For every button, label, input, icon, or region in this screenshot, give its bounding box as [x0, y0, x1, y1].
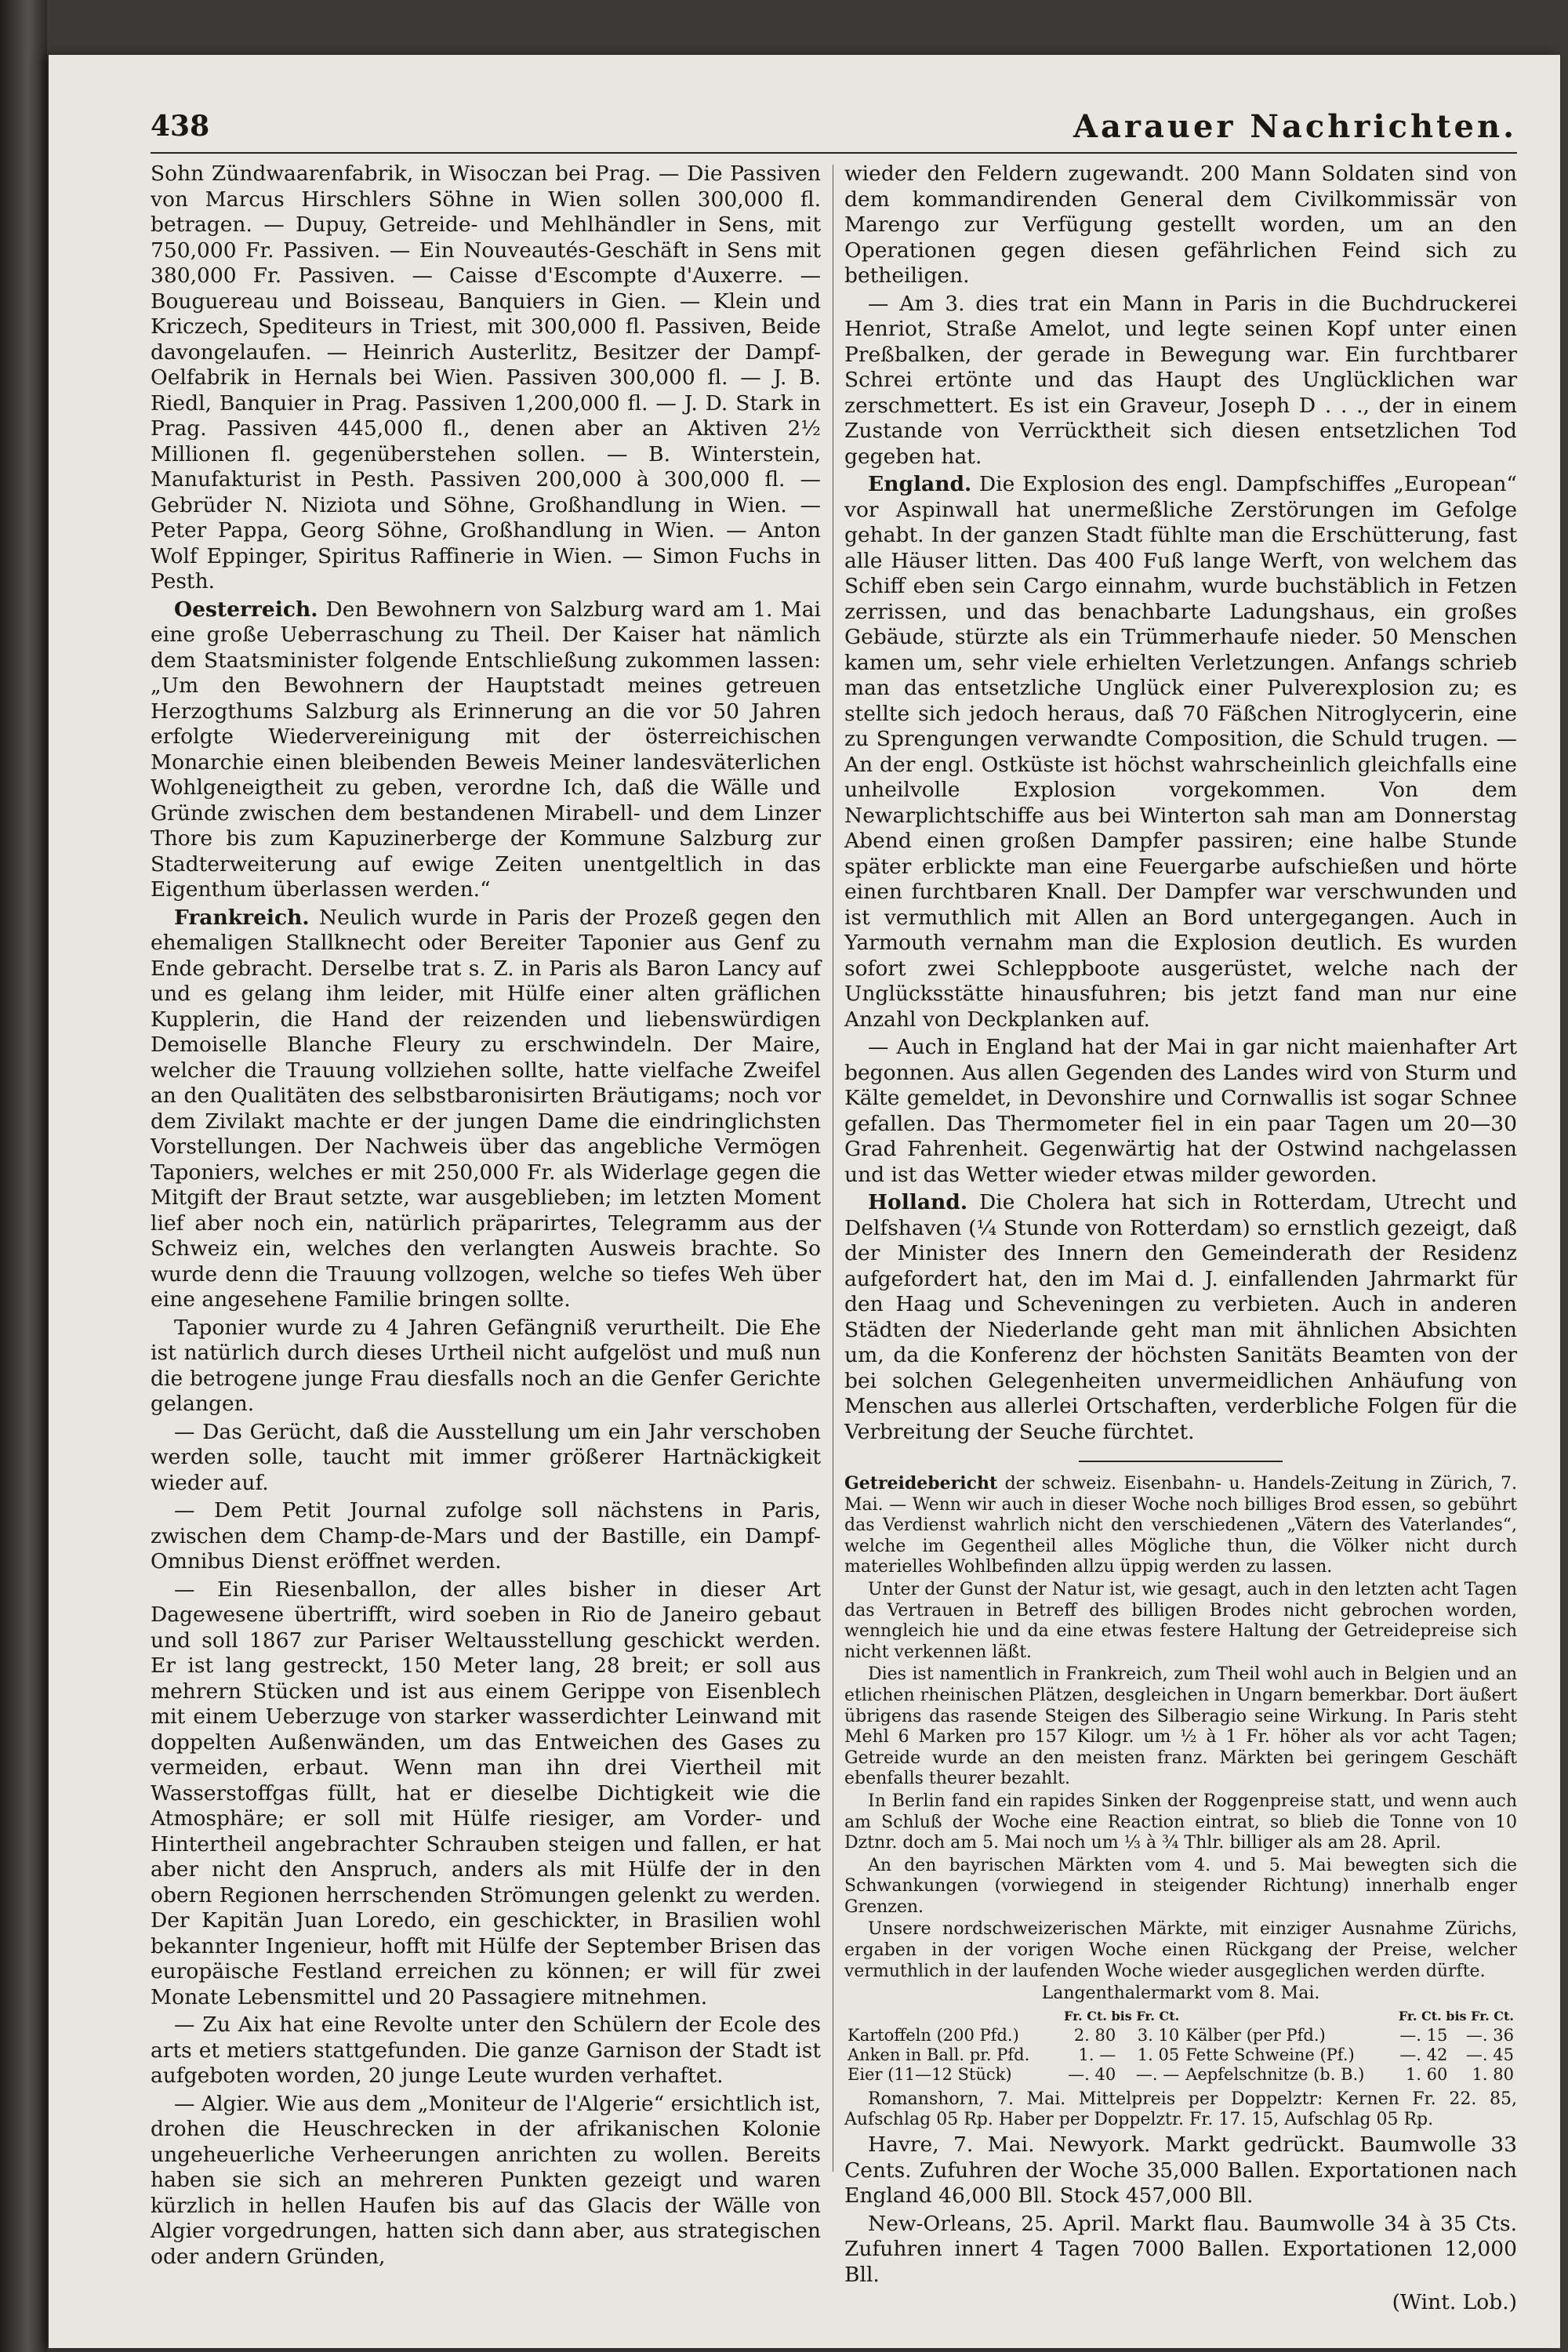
table-row — [844, 2045, 1517, 2065]
price-item: Aepfelschnitze (b. B.) — [1185, 2064, 1365, 2084]
langenthal-market-title: Langenthalermarkt vom 8. Mai. — [1041, 1984, 1320, 2004]
price-value: 1. 80 — [1472, 2064, 1514, 2084]
page-header — [151, 103, 1517, 154]
oesterreich-text: Den Bewohnern von Salzburg ward am 1. Mai eine große Ueberraschung zu Theil. Der Kaiser hat nämlich dem Staatsminister folgende Entschließung zukommen lassen: „Um den Bewohnern der Hauptstadt meines getreuen Herzogthums Salzburg als Erinnerung an die vor 50 Jahren erfolgte Wiedervereinigung mit der österreichischen Monarchie einen bleibenden Beweis Meiner landesväterlichen Wohlgeneigtheit zu geben, verordne Ich, daß die Wälle und Gründe zwischen dem bestandenen Mirabell- und dem Linzer Thore bis zum Kapuzinerberge der Kommune Salzburg zur Stadterweiterung auf ewige Zeiten unentgeltlich in das Eigenthum überlassen werden.“ — [151, 597, 821, 902]
holland-text: Die Cholera hat sich in Rotterdam, Utrecht und Delfshaven (¼ Stunde von Rotterdam) so ernstlich gezeigt, daß der Minister des Innern den Gemeinderath der Residenz aufgefordert hat, den im Mai d. J. einfallenden Jahrmarkt für den Haag und Scheveningen zu verbieten. Auch in anderen Städten der Niederlande geht man mit ähnlichen Absichten um, da die Konferenz der höchsten Sanitäts Beamten von der bei solchen Gelegenheiten unvermeidlichen Anhäufung von Menschen aus allerlei Ortschaften, verderbliche Folgen für die Verbreitung der Seuche fürchtet. — [844, 1190, 1517, 1444]
left-column — [151, 162, 821, 2272]
table-row — [844, 2065, 1517, 2085]
price-item: Anken in Ball. pr. Pfd. — [848, 2045, 1030, 2064]
market-paragraph-4: In Berlin fand ein rapides Sinken der Roggenpreise statt, und wenn auch am Schluß der Woche eine Reaction eintrat, so blieb die Tonne von 10 Dztnr. doch am 5. Mai noch um ⅓ à ¾ Thlr. billiger als am 28. April. — [844, 1791, 1517, 1853]
oesterreich-article — [151, 597, 821, 903]
aix-paragraph: — Zu Aix hat eine Revolte unter den Schülern der Ecole des arts et metiers stattgefunden. Die ganze Garnison der Stadt ist aufgeboten worden, 20 junge Leute wurden verhaftet. — [151, 2013, 821, 2088]
market-paragraph-3: Dies ist namentlich in Frankreich, zum Theil wohl auch in Belgien und an etlichen rheinischen Plätzen, desgleichen in Ungarn bemerkbar. Dort äußert übrigens das rasende Steigen des Silberagio seine Wirkung. In Paris steht Mehl 6 Marken pro 157 Kilogr. um ½ à 1 Fr. höher als vor acht Tagen; Getreide wurde an den meisten franz. Märkten bei geringem Geschäft ebenfalls theurer bezahlt. — [844, 1664, 1517, 1789]
holland-article — [844, 1190, 1517, 1445]
price-item: Kartoffeln (200 Pfd.) — [848, 2025, 1019, 2045]
england-text: Die Explosion des engl. Dampfschiffes „European“ vor Aspinwall hat unermeßliche Zerstörungen im Gefolge gehabt. In der ganzen Stadt fühlte man die Erschütterung, fast alle Häuser litten. Das 400 Fuß lange Werft, von welchem das Schiff eben sein Cargo einnahm, wurde buchstäblich in Fetzen zerrissen, und das benachbarte Ladungshaus, ein großes Gebäude, stürzte als ein Trümmerhaufe nieder. 50 Menschen kamen um, sehr viele erhielten Verletzungen. Anfangs schrieb man das entsetzliche Unglück einer Pulverexplosion zu; es stellte sich jedoch heraus, daß 70 Fäßchen Nitroglycerin, eine zu Sprengungen verwandte Composition, die Schuld trugen. — An der engl. Ostküste ist höchst wahrscheinlich gleichfalls eine unheilvolle Explosion vorgekommen. Von dem Newarplichtschiffe aus bei Winterton sah man am Donnerstag Abend einen großen Dampfer passiren; eine halbe Stunde später erblickte man eine Feuergarbe aufschießen und hörte einen furchtbaren Knall. Der Dampfer war verschwunden und ist vermuthlich mit Allen an Bord untergegangen. Auch in Yarmouth vernahm man die Explosion deutlich. Es wurden sofort zwei Schleppboote ausgerüstet, welche nach der Unglücksstätte hinausfuhren; bis jetzt fand man nur eine Anzahl von Deckplanken auf. — [844, 472, 1517, 1032]
market-report — [844, 1473, 1517, 2131]
market-paragraph-2: Unter der Gunst der Natur ist, wie gesagt, auch in den letzten acht Tagen das Vertrauen in Betreff des billigen Brodes nicht gebrochen worden, wenngleich hie und da eine etwas festere Haltung der Getreidepreise sich nicht verkennen läßt. — [844, 1579, 1517, 1662]
price-value: 1. 05 — [1137, 2045, 1180, 2064]
section-heading-oesterreich: Oesterreich. — [174, 597, 318, 622]
book-binding-edge — [0, 0, 47, 2352]
section-heading-holland: Holland. — [868, 1190, 968, 1214]
price-value: 2. 80 — [1073, 2025, 1116, 2045]
section-heading-frankreich: Frankreich. — [174, 905, 310, 930]
price-value: —. 45 — [1465, 2045, 1514, 2064]
page-number: 438 — [151, 110, 210, 143]
price-value: —. 36 — [1465, 2025, 1514, 2045]
price-item: Kälber (per Pfd.) — [1185, 2025, 1326, 2045]
riesenballon-paragraph: — Ein Riesenballon, der alles bisher in dieser Art Dagewesene übertrifft, wird soeben in Rio de Janeiro gebaut und soll 1867 zur Pariser Weltausstellung geschickt werden. Er ist lang gestreckt, 150 Meter lang, 28 breit; er soll aus mehrern Stücken und ist aus einem Gerippe von Eisenblech mit einem Ueberzuge von starker wasserdichter Leinwand mit doppelten Außenwänden, um das Entweichen des Gases zu vermeiden, erbaut. Wenn man ihn drei Viertheil mit Wasserstoffgas füllt, hat er dieselbe Dichtigkeit wie die Atmosphäre; er soll mit Hülfe riesiger, am Vorder- und Hintertheil angebrachter Schrauben steigen und fallen, er hat aber nicht den Anspruch, anders als mit Hülfe der in den obern Regionen herrschenden Strömungen gelenkt zu werden. Der Kapitän Juan Loredo, ein geschickter, in Brasilien wohl bekannter Ingenieur, hofft mit Hülfe der September Brisen das europäische Festland erreichen zu können; er will für zwei Monate Lebensmittel und 20 Passagiere mitnehmen. — [151, 1577, 821, 2009]
algier-continuation: wieder den Feldern zugewandt. 200 Mann Soldaten sind von dem kommandirenden General dem Civilkommissär von Marengo zur Verfügung gestellt worden, um an den Operationen gegen diesen gefährlichen Feind sich zu betheiligen. — [844, 162, 1517, 288]
buchdruckerei-paragraph: — Am 3. dies trat ein Mann in Paris in die Buchdruckerei Henriot, Straße Amelot, und legte seinen Kopf unter einen Preßbalken, der gerade in Bewegung war. Ein furchtbarer Schrei ertönte und das Haupt des Unglücklichen war zerschmettert. Es ist ein Graveur, Joseph D . . ., der in einem Zustande von Verrücktheit sich diesen entsetzlichen Tod gegeben hat. — [844, 291, 1517, 469]
section-rule — [1079, 1461, 1283, 1462]
getreidebericht-text: der schweiz. Eisenbahn- u. Handels-Zeitung in Zürich, 7. Mai. — Wenn wir auch in dieser Woche noch billiges Brod essen, so gebührt das Verdienst wahrlich nicht den verschiedenen „Vätern des Vaterlandes“, welche im Gegentheil alles Mögliche thun, die Völker nicht durch materielles Wohlbefinden allzu üppig werden zu lassen. — [844, 1474, 1518, 1577]
newspaper-page — [49, 55, 1560, 2348]
price-value: 3. 10 — [1137, 2025, 1180, 2045]
price-table — [844, 2006, 1517, 2085]
havre-paragraph: Havre, 7. Mai. Newyork. Markt gedrückt. Baumwolle 33 Cents. Zufuhren der Woche 35,000 Ballen. Exportationen nach England 46,000 Bll. Stock 457,000 Bll. — [844, 2132, 1517, 2209]
price-value: —. 42 — [1399, 2045, 1448, 2064]
frankreich-text: Neulich wurde in Paris der Prozeß gegen den ehemaligen Stallknecht oder Bereiter Taponier aus Genf zu Ende gebracht. Derselbe trat s. Z. in Paris als Baron Lancy auf und es gelang ihm leider, mit Hülfe einer alten gräflichen Kupplerin, die Hand der reizenden und liebenswürdigen Demoiselle Blanche Fleury zu erschwindeln. Der Maire, welcher die Trauung vollziehen sollte, hatte vielfache Zweifel an den Qualitäten des selbstbaronisirten Bräutigams; noch vor dem Zivilakt machte er der jungen Dame die eindringlichsten Vorstellungen. Der Nachweis über das angebliche Vermögen Taponiers, welches er mit 250,000 Fr. als Widerlage gegen die Mitgift der Braut setzte, war ausgeblieben; im letzten Moment lief aber noch ein, natürlich präparirtes, Telegramm aus der Schweiz ein, welches den verlangten Ausweis brachte. So wurde denn die Trauung vollzogen, welche so tiefes Weh über eine angesehene Familie bringen sollte. — [151, 905, 821, 1312]
price-item: Eier (11—12 Stück) — [848, 2064, 1012, 2084]
england-weather-paragraph: — Auch in England hat der Mai in gar nicht maienhafter Art begonnen. Aus allen Gegenden des Landes wird von Sturm und Kälte gemeldet, in Devonshire und Cornwallis ist sogar Schnee gefallen. Das Thermometer fiel in ein paar Tagen um 20—30 Grad Fahrenheit. Gegenwärtig hat der Ostwind nachgelassen und ist das Wetter wieder etwas milder geworden. — [844, 1035, 1517, 1187]
price-column-header: Fr. Ct. bis Fr. Ct. — [1064, 2008, 1180, 2024]
table-row — [844, 2026, 1517, 2045]
algier-paragraph: — Algier. Wie aus dem „Moniteur de l'Algerie“ ersichtlich ist, drohen die Heuschrecken in der afrikanischen Kolonie ungeheuerliche Verheerungen anrichten zu wollen. Bereits haben sie sich an mehreren Punkten gezeigt und waren kürzlich in hellen Haufen bis auf das Glacis der Wälle von Algier vorgedrungen, hatten sich dann aber, aus strategischen oder andern Gründen, — [151, 2091, 821, 2269]
price-item: Fette Schweine (Pf.) — [1185, 2045, 1355, 2064]
masthead-title: Aarauer Nachrichten. — [1073, 108, 1517, 145]
getreidebericht-paragraph — [844, 1473, 1517, 1578]
price-value: —. 40 — [1068, 2064, 1116, 2084]
market-paragraph-5: An den bayrischen Märkten vom 4. und 5. Mai bewegten sich die Schwankungen (vorwiegend in steigender Richtung) innerhalb enger Grenzen. — [844, 1855, 1517, 1917]
price-value: —. — — [1135, 2064, 1180, 2084]
frankreich-article — [151, 906, 821, 1313]
bankruptcy-list-paragraph: Sohn Zündwaarenfabrik, in Wisoczan bei Prag. — Die Passiven von Marcus Hirschlers Söhne in Wien sollen 300,000 fl. betragen. — Dupuy, Getreide- und Mehlhändler in Sens, mit 750,000 Fr. Passiven. — Ein Nouveautés-Geschäft in Sens mit 380,000 Fr. Passiven. — Caisse d'Escompte d'Auxerre. — Bouguereau und Boisseau, Banquiers in Gien. — Klein und Kriczech, Spediteurs in Triest, mit 300,000 fl. Passiven, Beide davongelaufen. — Heinrich Austerlitz, Besitzer der Dampf-Oelfabrik in Hernals bei Wien. Passiven 300,000 fl. — J. B. Riedl, Banquier in Prag. Passiven 1,200,000 fl. — J. D. Stark in Prag. Passiven 445,000 fl., denen aber an Aktiven 2½ Millionen fl. gegenüberstehen sollen. — B. Winterstein, Manufakturist in Pesth. Passiven 200,000 à 300,000 fl. — Gebrüder N. Niziota und Söhne, Großhandlung in Wien. — Peter Pappa, Georg Söhne, Großhandlung in Wien. — Anton Wolf Eppinger, Spiritus Raffinerie in Wien. — Simon Fuchs in Pesth. — [151, 162, 821, 593]
price-value: 1. 60 — [1405, 2064, 1448, 2084]
price-value: 1. — — [1078, 2045, 1116, 2064]
market-paragraph-6: Unsere nordschweizerischen Märkte, mit einziger Ausnahme Zürichs, ergaben in der vorigen Woche einen Rückgang der Preise, welcher vermuthlich in der laufenden Woche wieder ausgeglichen werden dürfte. — [844, 1919, 1517, 1981]
price-column-header: Fr. Ct. bis Fr. Ct. — [1398, 2008, 1514, 2024]
ausstellung-paragraph: — Das Gerücht, daß die Ausstellung um ein Jahr verschoben werden solle, taucht mit immer größerer Hartnäckigkeit wieder auf. — [151, 1419, 821, 1495]
petit-journal-paragraph: — Dem Petit Journal zufolge soll nächstens in Paris, zwischen dem Champ-de-Mars und der Bastille, ein Dampf-Omnibus Dienst eröffnet werden. — [151, 1498, 821, 1573]
taponier-paragraph: Taponier wurde zu 4 Jahren Gefängniß verurtheilt. Die Ehe ist natürlich durch dieses Urtheil nicht aufgelöst und muß nun die betrogene junge Frau diesfalls noch an die Genfer Gerichte gelangen. — [151, 1315, 821, 1416]
price-value: —. 15 — [1399, 2025, 1448, 2045]
england-article — [844, 472, 1517, 1033]
getreidebericht-heading: Getreidebericht — [844, 1473, 998, 1494]
right-column — [844, 162, 1517, 2318]
section-heading-england: England. — [868, 472, 972, 496]
romanshorn-paragraph: Romanshorn, 7. Mai. Mittelpreis per Doppelztr: Kernen Fr. 22. 85, Aufschlag 05 Rp. Haber per Doppelztr. Fr. 17. 15, Aufschlag 05 Rp. — [844, 2089, 1517, 2130]
source-signature: (Wint. Lob.) — [1392, 2290, 1517, 2315]
new-orleans-paragraph: New-Orleans, 25. April. Markt flau. Baumwolle 34 à 35 Cts. Zufuhren innert 4 Tagen 7000 Ballen. Exportationen 12,000 Bll. — [844, 2211, 1517, 2287]
